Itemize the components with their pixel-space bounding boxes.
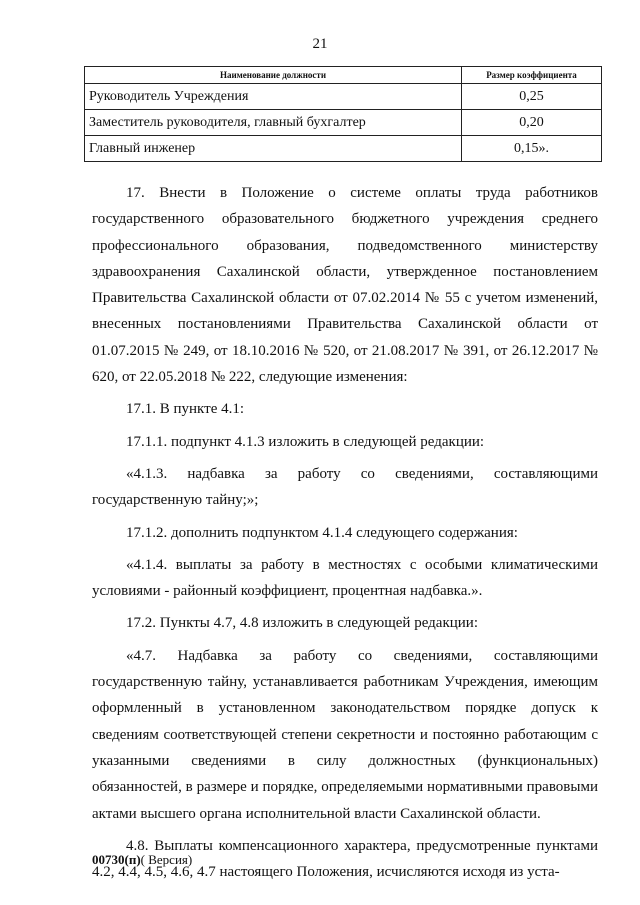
- paragraph-4-1-3: «4.1.3. надбавка за работу со сведениями, составляющими государственную тайну;»;: [92, 465, 598, 509]
- paragraph-17-2: 17.2. Пункты 4.7, 4.8 изложить в следующей редакции:: [126, 615, 478, 632]
- table-row: [85, 110, 602, 136]
- position-cell: Главный инженер: [85, 136, 462, 162]
- document-footer: [92, 852, 192, 868]
- column-header-position: Наименование должности: [85, 67, 462, 84]
- document-version: ( Версия): [140, 852, 193, 867]
- page-number: 21: [312, 36, 328, 52]
- coefficient-cell: 0,25: [462, 84, 602, 110]
- coefficient-cell: 0,20: [462, 110, 602, 136]
- paragraph-4-1-4: «4.1.4. выплаты за работу в местностях с особыми климатическими условиями - районный коэффициент, процентная надбавка.».: [92, 556, 598, 600]
- position-cell: Руководитель Учреждения: [85, 84, 462, 110]
- position-cell: Заместитель руководителя, главный бухгалтер: [85, 110, 462, 136]
- paragraph-17: 17. Внести в Положение о системе оплаты труда работников государственного образовательного бюджетного учреждения среднего профессионального образования, подведомственного министерству здравоохранения Сахалинской области, утвержденное постановлением Правительства Сахалинской области от 07.02.2014 № 55 с учетом изменений, внесенных постановлениями Правительства Сахалинской области от 01.07.2015 № 249, от 18.10.2016 № 520, от 21.08.2017 № 391, от 26.12.2017 № 620, от 22.05.2018 № 222, следующие изменения:: [92, 185, 598, 386]
- coefficient-table: [84, 66, 602, 162]
- table-header-row: [85, 67, 602, 84]
- document-code: 00730(п): [92, 852, 141, 867]
- coefficient-cell: 0,15».: [462, 136, 602, 162]
- paragraph-4-7: «4.7. Надбавка за работу со сведениями, составляющими государственную тайну, устанавливается работникам Учреждения, имеющим оформленный в установленном законодательством порядке допуск к сведениям соответствующей степени секретности и постоянно работающим с указанными сведениями в силу должностных (функциональных) обязанностей, в размере и порядке, определяемыми нормативными правовыми актами высшего органа исполнительной власти Сахалинской области.: [92, 647, 598, 822]
- paragraph-17-1-2: 17.1.2. дополнить подпунктом 4.1.4 следующего содержания:: [126, 524, 518, 541]
- table-row: [85, 136, 602, 162]
- column-header-coefficient: Размер коэффициента: [462, 67, 602, 84]
- paragraph-17-1: 17.1. В пункте 4.1:: [126, 401, 245, 418]
- paragraph-17-1-1: 17.1.1. подпункт 4.1.3 изложить в следующей редакции:: [126, 433, 485, 450]
- table-row: [85, 84, 602, 110]
- document-body: [92, 180, 598, 885]
- paragraph-4-8: 4.8. Выплаты компенсационного характера, предусмотренные пунктами 4.2, 4.4, 4.5, 4.6, 4.7 настоящего Положения, исчисляются исходя из уста-: [92, 837, 598, 881]
